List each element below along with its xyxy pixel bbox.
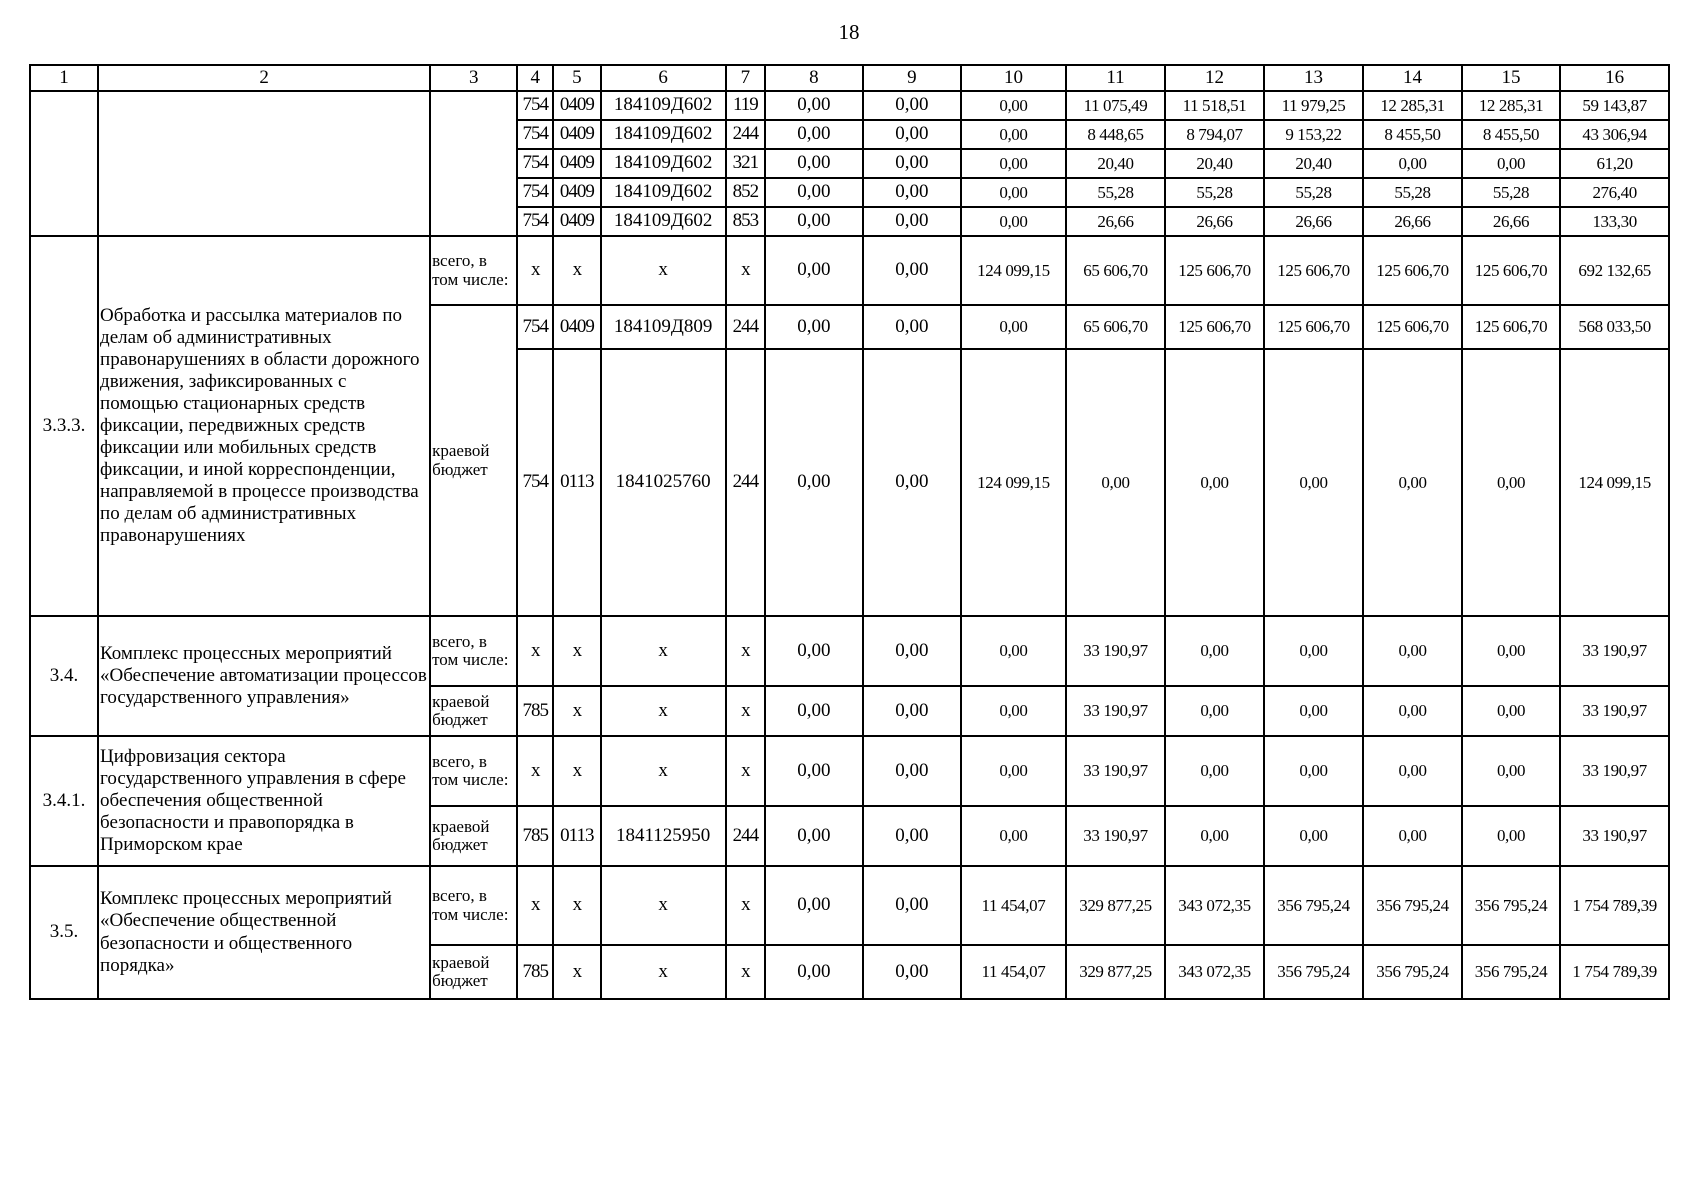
cell-year-4: 65 606,70 bbox=[1066, 236, 1166, 305]
cell-year-7: 8 455,50 bbox=[1363, 120, 1462, 149]
cell-year-2: 0,00 bbox=[863, 806, 962, 866]
cell-year-2: 0,00 bbox=[863, 616, 962, 686]
cell-year-3: 0,00 bbox=[961, 806, 1066, 866]
budget-table bbox=[29, 64, 1670, 1000]
cell-year-2: 0,00 bbox=[863, 945, 962, 999]
cell-expense-type: 853 bbox=[726, 207, 766, 236]
cell-year-7: 0,00 bbox=[1363, 806, 1462, 866]
column-header: 8 bbox=[765, 65, 862, 91]
item-name-cell: Комплекс процессных мероприятий «Обеспечение общественной безопасности и общественного порядка» bbox=[98, 866, 430, 999]
cell-target-article: 184109Д602 bbox=[601, 178, 726, 207]
column-header: 3 bbox=[430, 65, 517, 91]
table-row bbox=[30, 736, 1669, 806]
cell-year-5: 0,00 bbox=[1165, 806, 1264, 866]
funding-source-cell: краевой бюджет bbox=[430, 686, 517, 736]
cell-year-8: 0,00 bbox=[1462, 686, 1561, 736]
cell-year-1: 0,00 bbox=[765, 91, 862, 120]
cell-target-article: 184109Д602 bbox=[601, 149, 726, 178]
column-header: 15 bbox=[1462, 65, 1561, 91]
cell-total: 33 190,97 bbox=[1560, 806, 1669, 866]
cell-year-5: 343 072,35 bbox=[1165, 866, 1264, 945]
cell-year-6: 20,40 bbox=[1264, 149, 1364, 178]
cell-year-7: 0,00 bbox=[1363, 616, 1462, 686]
cell-year-3: 0,00 bbox=[961, 178, 1066, 207]
cell-expense-type: 244 bbox=[726, 305, 766, 349]
cell-total: 43 306,94 bbox=[1560, 120, 1669, 149]
cell-year-2: 0,00 bbox=[863, 149, 962, 178]
cell-year-5: 0,00 bbox=[1165, 616, 1264, 686]
cell-year-8: 125 606,70 bbox=[1462, 305, 1561, 349]
cell-year-8: 0,00 bbox=[1462, 736, 1561, 806]
cell-year-1: 0,00 bbox=[765, 120, 862, 149]
cell-year-8: 356 795,24 bbox=[1462, 866, 1561, 945]
cell-year-4: 33 190,97 bbox=[1066, 736, 1166, 806]
cell-year-4: 11 075,49 bbox=[1066, 91, 1166, 120]
cell-target-article: х bbox=[601, 945, 726, 999]
cell-year-4: 20,40 bbox=[1066, 149, 1166, 178]
cell-year-1: 0,00 bbox=[765, 806, 862, 866]
cell-year-3: 124 099,15 bbox=[961, 349, 1066, 616]
cell-target-article: х bbox=[601, 686, 726, 736]
cell-year-1: 0,00 bbox=[765, 207, 862, 236]
cell-section: 0409 bbox=[553, 149, 601, 178]
cell-year-2: 0,00 bbox=[863, 305, 962, 349]
cell-year-1: 0,00 bbox=[765, 736, 862, 806]
cell-total: 276,40 bbox=[1560, 178, 1669, 207]
cell-admin: х bbox=[517, 866, 553, 945]
column-header: 1 bbox=[30, 65, 98, 91]
cell-year-5: 8 794,07 bbox=[1165, 120, 1264, 149]
cell-year-5: 343 072,35 bbox=[1165, 945, 1264, 999]
cell-year-8: 26,66 bbox=[1462, 207, 1561, 236]
column-header: 2 bbox=[98, 65, 430, 91]
cell-year-5: 125 606,70 bbox=[1165, 305, 1264, 349]
cell-year-2: 0,00 bbox=[863, 736, 962, 806]
item-number-cell: 3.4.1. bbox=[30, 736, 98, 866]
cell-year-8: 8 455,50 bbox=[1462, 120, 1561, 149]
cell-target-article: 1841025760 bbox=[601, 349, 726, 616]
item-name-cell: Цифровизация сектора государственного управления в сфере обеспечения общественной безопасности и правопорядка в Приморском крае bbox=[98, 736, 430, 866]
cell-year-2: 0,00 bbox=[863, 686, 962, 736]
cell-year-7: 26,66 bbox=[1363, 207, 1462, 236]
cell-year-8: 356 795,24 bbox=[1462, 945, 1561, 999]
cell-target-article: х bbox=[601, 866, 726, 945]
cell-target-article: х bbox=[601, 236, 726, 305]
cell-target-article: 184109Д602 bbox=[601, 120, 726, 149]
cell-section: 0113 bbox=[553, 806, 601, 866]
cell-admin: х bbox=[517, 736, 553, 806]
column-header: 9 bbox=[863, 65, 962, 91]
cell-year-6: 0,00 bbox=[1264, 616, 1364, 686]
cell-year-2: 0,00 bbox=[863, 178, 962, 207]
cell-year-1: 0,00 bbox=[765, 305, 862, 349]
cell-total: 33 190,97 bbox=[1560, 616, 1669, 686]
cell-year-3: 0,00 bbox=[961, 736, 1066, 806]
cell-year-1: 0,00 bbox=[765, 236, 862, 305]
cell-year-7: 12 285,31 bbox=[1363, 91, 1462, 120]
cell-year-6: 0,00 bbox=[1264, 736, 1364, 806]
column-header: 12 bbox=[1165, 65, 1264, 91]
cell-section: 0409 bbox=[553, 207, 601, 236]
cell-section: х bbox=[553, 866, 601, 945]
column-header: 11 bbox=[1066, 65, 1166, 91]
item-number-cell: 3.5. bbox=[30, 866, 98, 999]
cell-year-3: 0,00 bbox=[961, 120, 1066, 149]
cell-year-7: 0,00 bbox=[1363, 686, 1462, 736]
table-row bbox=[30, 616, 1669, 686]
cell-admin: 785 bbox=[517, 686, 553, 736]
cell-total: 124 099,15 bbox=[1560, 349, 1669, 616]
cell-year-7: 0,00 bbox=[1363, 149, 1462, 178]
cell-year-3: 11 454,07 bbox=[961, 945, 1066, 999]
cell-expense-type: х bbox=[726, 236, 766, 305]
cell-total: 33 190,97 bbox=[1560, 686, 1669, 736]
cell-year-5: 0,00 bbox=[1165, 736, 1264, 806]
cell-expense-type: х bbox=[726, 616, 766, 686]
cell-year-6: 356 795,24 bbox=[1264, 945, 1364, 999]
cell-year-4: 329 877,25 bbox=[1066, 866, 1166, 945]
cell-year-6: 55,28 bbox=[1264, 178, 1364, 207]
cell-year-5: 20,40 bbox=[1165, 149, 1264, 178]
cell-expense-type: х bbox=[726, 866, 766, 945]
item-name-cell: Комплекс процессных мероприятий «Обеспечение автоматизации процессов государственного управления» bbox=[98, 616, 430, 736]
cell-total: 61,20 bbox=[1560, 149, 1669, 178]
item-number-cell: 3.3.3. bbox=[30, 236, 98, 616]
cell-year-1: 0,00 bbox=[765, 686, 862, 736]
cell-year-2: 0,00 bbox=[863, 91, 962, 120]
cell-year-7: 55,28 bbox=[1363, 178, 1462, 207]
cell-year-8: 12 285,31 bbox=[1462, 91, 1561, 120]
column-header: 14 bbox=[1363, 65, 1462, 91]
cell-total: 133,30 bbox=[1560, 207, 1669, 236]
cell-year-2: 0,00 bbox=[863, 866, 962, 945]
cell-year-2: 0,00 bbox=[863, 236, 962, 305]
cell-year-2: 0,00 bbox=[863, 120, 962, 149]
cell-admin: 754 bbox=[517, 305, 553, 349]
cell-year-2: 0,00 bbox=[863, 207, 962, 236]
cell-admin: 785 bbox=[517, 806, 553, 866]
cell-year-4: 33 190,97 bbox=[1066, 806, 1166, 866]
cell-year-5: 0,00 bbox=[1165, 349, 1264, 616]
cell-section: х bbox=[553, 236, 601, 305]
table-row bbox=[30, 91, 1669, 120]
cell-year-4: 0,00 bbox=[1066, 349, 1166, 616]
table-row bbox=[30, 866, 1669, 945]
cell-expense-type: 244 bbox=[726, 349, 766, 616]
cell-year-5: 26,66 bbox=[1165, 207, 1264, 236]
cell-expense-type: х bbox=[726, 945, 766, 999]
cell-year-3: 0,00 bbox=[961, 207, 1066, 236]
cell-total: 692 132,65 bbox=[1560, 236, 1669, 305]
cell-year-4: 65 606,70 bbox=[1066, 305, 1166, 349]
cell-year-3: 124 099,15 bbox=[961, 236, 1066, 305]
item-name-cell: Обработка и рассылка материалов по делам об административных правонарушениях в области дорожного движения, зафиксированных с помощью стационарных средств фиксации, передвижных средств фиксации или мобильных средств фиксации, и иной корреспонденции, направляемой в процессе производства по делам об административных правонарушениях bbox=[98, 236, 430, 616]
cell-year-8: 125 606,70 bbox=[1462, 236, 1561, 305]
cell-admin: 754 bbox=[517, 149, 553, 178]
cell-section: х bbox=[553, 945, 601, 999]
cell-expense-type: 321 bbox=[726, 149, 766, 178]
cell-expense-type: 852 bbox=[726, 178, 766, 207]
cell-year-4: 33 190,97 bbox=[1066, 616, 1166, 686]
cell-year-6: 0,00 bbox=[1264, 349, 1364, 616]
cell-year-7: 0,00 bbox=[1363, 736, 1462, 806]
cell-expense-type: х bbox=[726, 686, 766, 736]
cell-section: х bbox=[553, 686, 601, 736]
cell-year-8: 0,00 bbox=[1462, 149, 1561, 178]
item-name-cell bbox=[98, 91, 430, 236]
cell-year-3: 0,00 bbox=[961, 149, 1066, 178]
cell-expense-type: 244 bbox=[726, 806, 766, 866]
cell-year-6: 125 606,70 bbox=[1264, 236, 1364, 305]
funding-source-cell: краевой бюджет bbox=[430, 305, 517, 616]
funding-source-cell bbox=[430, 91, 517, 236]
cell-section: 0409 bbox=[553, 91, 601, 120]
cell-year-1: 0,00 bbox=[765, 945, 862, 999]
cell-year-7: 125 606,70 bbox=[1363, 236, 1462, 305]
funding-source-cell: краевой бюджет bbox=[430, 945, 517, 999]
funding-source-cell: всего, в том числе: bbox=[430, 236, 517, 305]
cell-year-1: 0,00 bbox=[765, 616, 862, 686]
cell-target-article: х bbox=[601, 736, 726, 806]
funding-source-cell: всего, в том числе: bbox=[430, 866, 517, 945]
cell-admin: 754 bbox=[517, 120, 553, 149]
cell-year-3: 11 454,07 bbox=[961, 866, 1066, 945]
cell-total: 59 143,87 bbox=[1560, 91, 1669, 120]
cell-year-3: 0,00 bbox=[961, 616, 1066, 686]
cell-admin: 754 bbox=[517, 207, 553, 236]
cell-admin: 785 bbox=[517, 945, 553, 999]
cell-year-6: 26,66 bbox=[1264, 207, 1364, 236]
cell-year-8: 0,00 bbox=[1462, 616, 1561, 686]
cell-year-8: 0,00 bbox=[1462, 349, 1561, 616]
cell-year-1: 0,00 bbox=[765, 866, 862, 945]
cell-year-3: 0,00 bbox=[961, 91, 1066, 120]
cell-total: 33 190,97 bbox=[1560, 736, 1669, 806]
cell-year-5: 55,28 bbox=[1165, 178, 1264, 207]
column-header: 5 bbox=[553, 65, 601, 91]
cell-year-6: 125 606,70 bbox=[1264, 305, 1364, 349]
cell-year-6: 356 795,24 bbox=[1264, 866, 1364, 945]
cell-year-1: 0,00 bbox=[765, 349, 862, 616]
cell-expense-type: 119 bbox=[726, 91, 766, 120]
cell-year-5: 125 606,70 bbox=[1165, 236, 1264, 305]
cell-section: 0409 bbox=[553, 178, 601, 207]
cell-target-article: 184109Д602 bbox=[601, 91, 726, 120]
cell-year-7: 125 606,70 bbox=[1363, 305, 1462, 349]
cell-year-1: 0,00 bbox=[765, 178, 862, 207]
cell-section: 0409 bbox=[553, 305, 601, 349]
column-header: 16 bbox=[1560, 65, 1669, 91]
funding-source-cell: краевой бюджет bbox=[430, 806, 517, 866]
cell-target-article: 184109Д602 bbox=[601, 207, 726, 236]
header-row bbox=[30, 65, 1669, 91]
cell-year-5: 0,00 bbox=[1165, 686, 1264, 736]
cell-year-6: 11 979,25 bbox=[1264, 91, 1364, 120]
item-number-cell: 3.4. bbox=[30, 616, 98, 736]
cell-target-article: 1841125950 bbox=[601, 806, 726, 866]
cell-section: х bbox=[553, 616, 601, 686]
cell-year-3: 0,00 bbox=[961, 305, 1066, 349]
cell-year-4: 33 190,97 bbox=[1066, 686, 1166, 736]
cell-year-6: 0,00 bbox=[1264, 806, 1364, 866]
cell-admin: 754 bbox=[517, 349, 553, 616]
cell-admin: 754 bbox=[517, 178, 553, 207]
cell-year-7: 356 795,24 bbox=[1363, 866, 1462, 945]
funding-source-cell: всего, в том числе: bbox=[430, 736, 517, 806]
cell-total: 1 754 789,39 bbox=[1560, 866, 1669, 945]
cell-year-3: 0,00 bbox=[961, 686, 1066, 736]
column-header: 6 bbox=[601, 65, 726, 91]
cell-target-article: х bbox=[601, 616, 726, 686]
cell-year-4: 329 877,25 bbox=[1066, 945, 1166, 999]
cell-year-6: 9 153,22 bbox=[1264, 120, 1364, 149]
table-row bbox=[30, 236, 1669, 305]
column-header: 13 bbox=[1264, 65, 1364, 91]
cell-target-article: 184109Д809 bbox=[601, 305, 726, 349]
cell-year-4: 55,28 bbox=[1066, 178, 1166, 207]
cell-year-8: 0,00 bbox=[1462, 806, 1561, 866]
cell-year-5: 11 518,51 bbox=[1165, 91, 1264, 120]
item-number-cell bbox=[30, 91, 98, 236]
cell-admin: 754 bbox=[517, 91, 553, 120]
cell-year-4: 8 448,65 bbox=[1066, 120, 1166, 149]
cell-year-6: 0,00 bbox=[1264, 686, 1364, 736]
cell-year-2: 0,00 bbox=[863, 349, 962, 616]
cell-total: 1 754 789,39 bbox=[1560, 945, 1669, 999]
cell-year-7: 0,00 bbox=[1363, 349, 1462, 616]
page-number: 18 bbox=[838, 20, 860, 44]
cell-section: х bbox=[553, 736, 601, 806]
cell-year-4: 26,66 bbox=[1066, 207, 1166, 236]
cell-section: 0409 bbox=[553, 120, 601, 149]
column-header: 7 bbox=[726, 65, 766, 91]
cell-year-7: 356 795,24 bbox=[1363, 945, 1462, 999]
column-header: 10 bbox=[961, 65, 1066, 91]
cell-admin: х bbox=[517, 236, 553, 305]
column-header: 4 bbox=[517, 65, 553, 91]
cell-section: 0113 bbox=[553, 349, 601, 616]
cell-total: 568 033,50 bbox=[1560, 305, 1669, 349]
cell-admin: х bbox=[517, 616, 553, 686]
cell-year-8: 55,28 bbox=[1462, 178, 1561, 207]
cell-expense-type: х bbox=[726, 736, 766, 806]
funding-source-cell: всего, в том числе: bbox=[430, 616, 517, 686]
cell-year-1: 0,00 bbox=[765, 149, 862, 178]
cell-expense-type: 244 bbox=[726, 120, 766, 149]
